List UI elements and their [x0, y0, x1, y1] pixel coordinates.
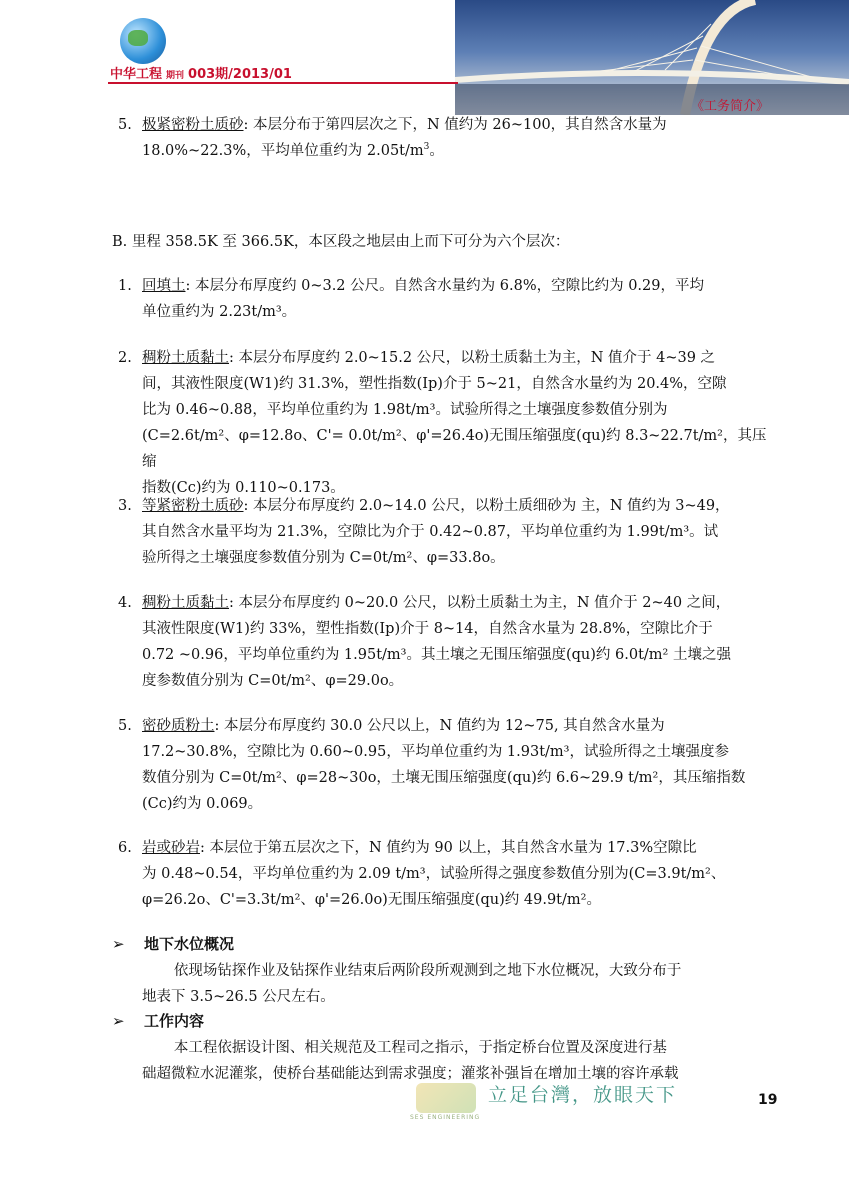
item-line: 数值分别为 C=0t/m²、φ=28~30o，土壤无围压缩强度(qu)约 6.6~29.9 t/m²，其压缩指数	[142, 770, 746, 786]
company-logo	[416, 1083, 476, 1113]
groundwater-heading	[112, 933, 234, 954]
magazine-name: 中华工程	[110, 67, 163, 82]
superscript: 3	[423, 142, 430, 153]
item-line: (Cc)约为 0.069。	[142, 796, 263, 812]
body-line: 依现场钻探作业及钻探作业结束后两阶段所观测到之地下水位概况，大致分布于	[173, 963, 682, 979]
arrow-bullet-icon: ➢	[112, 935, 125, 953]
item-line: 0.72 ~0.96，平均单位重约为 1.95t/m³。其土壤之无围压缩强度(qu)约 6.0t/m² 土壤之强	[142, 647, 731, 663]
list-item	[118, 493, 778, 571]
list-item	[118, 273, 778, 325]
item-heading: 回填土	[142, 278, 186, 294]
item-line: : 本层分布厚度约 0~3.2 公尺。自然含水量约为 6.8%，空隙比约为 0.29，平均	[185, 278, 704, 294]
item-number: 6.	[118, 840, 132, 856]
footer-slogan: 立足台灣，放眼天下	[488, 1084, 678, 1106]
list-item	[118, 835, 778, 913]
company-name-small: SES ENGINEERING	[410, 1114, 481, 1121]
item-line: : 本层分布厚度约 2.0~15.2 公尺，以粉土质黏土为主，N 值介于 4~39 之	[229, 350, 716, 366]
list-item	[118, 345, 778, 501]
item-line: 验所得之土壤强度参数值分别为 C=0t/m²、φ=33.8o。	[142, 550, 505, 566]
item-heading: 稠粉土质黏土	[142, 595, 229, 611]
item-line: 其液性限度(W1)约 33%，塑性指数(Ip)介于 8~14，自然含水量为 28.8%，空隙比介于	[142, 621, 713, 637]
item-line: : 本层分布厚度约 2.0~14.0 公尺，以粉土质细砂为 主，N 值约为 3~49，	[243, 498, 730, 514]
item-line: 。	[429, 143, 444, 159]
item-line: : 本层位于第五层次之下，N 值约为 90 以上，其自然含水量为 17.3%空隙比	[200, 840, 697, 856]
item-number: 4.	[118, 595, 132, 611]
item-heading: 岩或砂岩	[142, 840, 200, 856]
item-line: 17.2~30.8%，空隙比为 0.60~0.95，平均单位重约为 1.93t/m³，试验所得之土壤强度参	[142, 744, 729, 760]
item-line: : 本层分布于第四层次之下，N 值约为 26~100，其自然含水量为	[243, 117, 667, 133]
list-item	[118, 590, 778, 694]
item-heading: 稠粉土质黏土	[142, 350, 229, 366]
section-b-intro: B. 里程 358.5K 至 366.5K，本区段之地层由上而下可分为六个层次：	[112, 234, 570, 250]
item-line: 度参数值分别为 C=0t/m²、φ=29.0o。	[142, 673, 404, 689]
groundwater-body	[142, 958, 782, 1010]
work-heading	[112, 1010, 204, 1031]
item-line: 为 0.48~0.54，平均单位重约为 2.09 t/m³，试验所得之强度参数值分别为(C=3.9t/m²、	[142, 866, 726, 882]
header-rule	[108, 82, 458, 84]
item-number: 5.	[118, 117, 132, 133]
top-item	[118, 112, 778, 164]
section-tag: 《工务简介》	[691, 99, 770, 114]
item-line: : 本层分布厚度约 0~20.0 公尺，以粉土质黏土为主，N 值介于 2~40 之间，	[229, 595, 731, 611]
item-line: 18.0%~22.3%，平均单位重约为 2.05t/m	[142, 143, 424, 159]
item-line: 指数(Cc)约为 0.110~0.173。	[142, 480, 345, 496]
issue-label: 003期/2013/01	[188, 67, 292, 82]
list-item	[118, 713, 778, 817]
item-line: : 本层分布厚度约 30.0 公尺以上，N 值约为 12~75, 其自然含水量为	[214, 718, 665, 734]
item-line: 比为 0.46~0.88，平均单位重约为 1.98t/m³。试验所得之土壤强度参数值分别为	[142, 402, 668, 418]
item-line: (C=2.6t/m²、φ=12.8o、C'= 0.0t/m²、φ'=26.4o)无围压缩强度(qu)约 8.3~22.7t/m²，其压缩	[142, 428, 767, 470]
item-line: φ=26.2o、C'=3.3t/m²、φ'=26.0o)无围压缩强度(qu)约 49.9t/m²。	[142, 892, 601, 908]
globe-logo	[120, 18, 166, 64]
body-line: 本工程依据设计图、相关规范及工程司之指示，于指定桥台位置及深度进行基	[173, 1040, 667, 1056]
item-heading: 密砂质粉土	[142, 718, 215, 734]
magazine-title	[110, 63, 292, 82]
arrow-bullet-icon: ➢	[112, 1012, 125, 1030]
item-heading: 等紧密粉土质砂	[142, 498, 244, 514]
item-line: 单位重约为 2.23t/m³。	[142, 304, 297, 320]
bridge-photo	[455, 0, 849, 115]
body-line: 地表下 3.5~26.5 公尺左右。	[142, 989, 335, 1005]
bridge-icon	[455, 0, 849, 115]
item-heading: 极紧密粉土质砂	[142, 117, 244, 133]
item-number: 2.	[118, 350, 132, 366]
item-number: 5.	[118, 718, 132, 734]
item-number: 1.	[118, 278, 132, 294]
item-line: 其自然含水量平均为 21.3%，空隙比为介于 0.42~0.87，平均单位重约为 1.99t/m³。试	[142, 524, 719, 540]
heading-text: 工作内容	[144, 1012, 205, 1030]
work-body	[142, 1035, 782, 1087]
page-number: 19	[758, 1092, 778, 1108]
item-line: 间，其液性限度(W1)约 31.3%，塑性指数(Ip)介于 5~21，自然含水量约为 20.4%，空隙	[142, 376, 727, 392]
item-number: 3.	[118, 498, 132, 514]
magazine-small: 期刊	[166, 71, 185, 81]
page-header	[0, 0, 849, 120]
heading-text: 地下水位概况	[144, 935, 235, 953]
body-line: 础超微粒水泥灌浆，使桥台基础能达到需求强度；灌浆补强旨在增加土壤的容许承载	[142, 1066, 679, 1082]
